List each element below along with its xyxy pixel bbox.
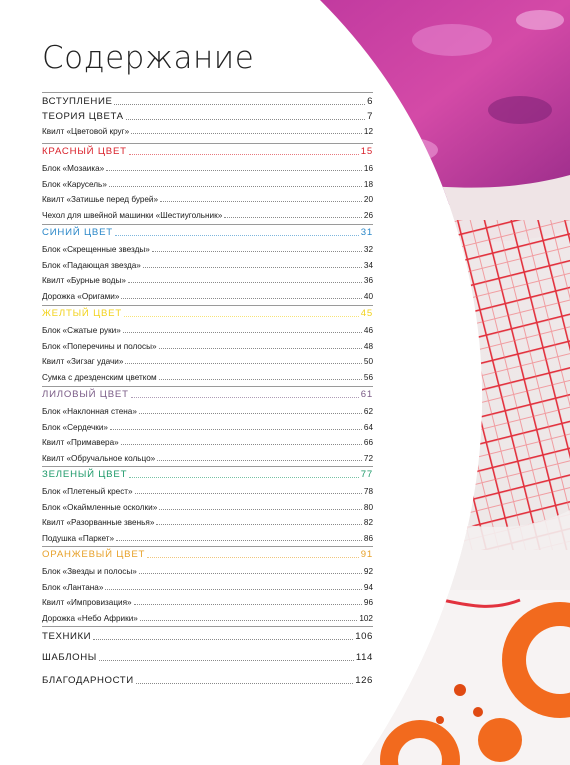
divider (42, 386, 373, 387)
section-heading[interactable] (42, 146, 373, 157)
toc-entry-label: Сумка с дрезденским цветком (42, 372, 157, 382)
section-heading-label: КРАСНЫЙ ЦВЕТ (42, 146, 127, 157)
toc-entry-page: 40 (363, 291, 373, 301)
toc-entry[interactable] (42, 292, 373, 301)
toc-entry-label: ВСТУПЛЕНИЕ (42, 96, 113, 107)
divider (42, 143, 373, 144)
toc-entry-page: 80 (363, 502, 373, 512)
dot-leader (129, 154, 359, 155)
toc-entry[interactable] (42, 438, 373, 447)
toc-entry-page: 86 (363, 533, 373, 543)
toc-entry-label: Квилт «Импровизация» (42, 598, 132, 608)
toc-entry-page: 92 (363, 567, 373, 576)
toc-entry[interactable] (42, 454, 373, 463)
toc-entry-page: 36 (363, 276, 373, 286)
toc-entry[interactable] (42, 503, 373, 512)
toc-entry-page: 16 (363, 164, 373, 173)
toc-entry-page: 56 (363, 372, 373, 382)
section-heading-label: ЛИЛОВЫЙ ЦВЕТ (42, 389, 129, 400)
toc-entry-label: Квилт «Примавера» (42, 438, 119, 448)
divider (42, 466, 373, 467)
dot-leader (224, 217, 362, 218)
toc-entry-page: 78 (363, 487, 373, 496)
toc-entry-label: БЛАГОДАРНОСТИ (42, 675, 134, 686)
dot-leader (131, 397, 359, 398)
toc-entry-label: Блок «Плетеный крест» (42, 487, 133, 496)
toc-entry[interactable] (42, 518, 373, 527)
toc-entry[interactable] (42, 357, 373, 366)
dot-leader (156, 524, 362, 525)
section-heading[interactable] (42, 469, 373, 480)
toc-entry-label: Квилт «Зигзаг удачи» (42, 357, 124, 367)
toc-entry[interactable] (42, 96, 373, 107)
divider (42, 546, 373, 547)
dot-leader (116, 540, 362, 541)
toc-entry-page: 62 (363, 407, 373, 416)
section-heading[interactable] (42, 549, 373, 560)
toc-entry-page: 102 (359, 613, 373, 623)
toc-entry-page: 34 (363, 260, 373, 270)
toc-entry[interactable] (42, 534, 373, 543)
divider (42, 305, 373, 306)
dot-leader (147, 557, 359, 558)
toc-entry-page: 64 (363, 422, 373, 432)
toc-entry-page: 114 (355, 652, 373, 663)
toc-entry-page: 94 (363, 582, 373, 592)
dot-leader (109, 186, 362, 187)
section-heading-label: ЗЕЛЕНЫЙ ЦВЕТ (42, 469, 128, 480)
toc-entry-label: Блок «Мозаика» (42, 164, 105, 173)
toc-entry[interactable] (42, 326, 373, 335)
toc-entry-page: 82 (363, 518, 373, 528)
toc-entry-label: Квилт «Обручальное кольцо» (42, 453, 156, 463)
dot-leader (159, 379, 362, 380)
toc-entry-page: 50 (363, 357, 373, 367)
dot-leader (139, 573, 362, 574)
toc-entry-label: Блок «Сжатые руки» (42, 326, 121, 335)
dot-leader (99, 660, 354, 661)
dot-leader (106, 170, 362, 171)
toc-entry[interactable] (42, 652, 373, 663)
dot-leader (110, 429, 362, 430)
toc-entry[interactable] (42, 276, 373, 285)
toc-entry-page: 12 (363, 127, 373, 136)
toc-entry-label: Блок «Звезды и полосы» (42, 567, 137, 576)
dot-leader (143, 267, 362, 268)
toc-entry-label: Квилт «Затишье перед бурей» (42, 195, 159, 205)
dot-leader (105, 589, 361, 590)
toc-entry[interactable] (42, 583, 373, 592)
toc-entry-label: ШАБЛОНЫ (42, 652, 97, 663)
dot-leader (159, 509, 362, 510)
dot-leader (121, 444, 362, 445)
section-heading-page: 91 (360, 549, 373, 560)
dot-leader (136, 683, 353, 684)
toc-entry-label: Подушка «Паркет» (42, 533, 115, 543)
toc-entry-page: 18 (363, 179, 373, 189)
toc-entry-label: Квилт «Цветовой круг» (42, 127, 130, 136)
dot-leader (115, 235, 359, 236)
toc-entry[interactable] (42, 614, 373, 623)
toc-entry[interactable] (42, 675, 373, 686)
toc-entry-label: Блок «Поперечины и полосы» (42, 341, 157, 351)
toc-entry-page: 46 (363, 326, 373, 335)
toc-entry-page: 48 (363, 341, 373, 351)
dot-leader (160, 201, 362, 202)
dot-leader (134, 604, 362, 605)
section-heading-page: 31 (360, 227, 373, 238)
dot-leader (152, 251, 362, 252)
page-title: Содержание (42, 40, 255, 76)
section-heading-page: 61 (360, 389, 373, 400)
toc-entry-label: ТЕОРИЯ ЦВЕТА (42, 111, 124, 122)
toc-entry-label: Чехол для швейной машинки «Шестиугольник» (42, 210, 223, 220)
toc-entry-label: Блок «Падающая звезда» (42, 260, 141, 270)
toc-entry-page: 66 (363, 438, 373, 448)
section-heading-page: 45 (360, 308, 373, 319)
dot-leader (124, 316, 359, 317)
toc-entry-label: ТЕХНИКИ (42, 631, 92, 642)
section-heading-label: ЖЕЛТЫЙ ЦВЕТ (42, 308, 123, 319)
toc-entry-label: Блок «Карусель» (42, 179, 107, 189)
section-heading[interactable] (42, 308, 373, 319)
toc-entry-page: 32 (363, 245, 373, 254)
toc-entry[interactable] (42, 127, 373, 136)
toc-entry-page: 7 (367, 111, 373, 122)
toc-entry[interactable] (42, 598, 373, 607)
toc-entry-label: Дорожка «Оригами» (42, 291, 120, 301)
divider (42, 224, 373, 225)
toc-entry[interactable] (42, 195, 373, 204)
toc-entry-label: Квилт «Разорванные звенья» (42, 518, 155, 528)
dot-leader (114, 104, 365, 105)
toc-entry[interactable] (42, 261, 373, 270)
divider (42, 626, 373, 627)
dot-leader (128, 282, 362, 283)
toc-entry[interactable] (42, 407, 373, 416)
toc-entry[interactable] (42, 111, 373, 122)
toc-entry[interactable] (42, 567, 373, 576)
toc-entry[interactable] (42, 342, 373, 351)
dot-leader (157, 460, 362, 461)
toc-entry-page: 20 (363, 195, 373, 205)
toc-entry-label: Блок «Сердечки» (42, 422, 108, 432)
dot-leader (125, 363, 361, 364)
dot-leader (129, 477, 358, 478)
dot-leader (131, 133, 362, 134)
section-heading-page: 15 (360, 146, 373, 157)
section-heading[interactable] (42, 389, 373, 400)
section-heading-label: СИНИЙ ЦВЕТ (42, 227, 113, 238)
toc-entry[interactable] (42, 423, 373, 432)
section-heading-page: 77 (360, 469, 373, 480)
dot-leader (135, 493, 362, 494)
toc-entry[interactable] (42, 164, 373, 173)
toc-entry[interactable] (42, 180, 373, 189)
toc-entry[interactable] (42, 211, 373, 220)
toc-entry[interactable] (42, 373, 373, 382)
divider (42, 92, 373, 93)
dot-leader (93, 639, 353, 640)
dot-leader (126, 119, 365, 120)
toc-entry-label: Блок «Лантана» (42, 582, 104, 592)
toc-entry-label: Блок «Окаймленные осколки» (42, 502, 158, 512)
toc-entry-page: 126 (355, 675, 373, 686)
dot-leader (159, 348, 362, 349)
section-heading-label: ОРАНЖЕВЫЙ ЦВЕТ (42, 549, 146, 560)
section-heading[interactable] (42, 227, 373, 238)
toc-entry-label: Блок «Наклонная стена» (42, 407, 137, 416)
dot-leader (139, 413, 362, 414)
dot-leader (121, 298, 361, 299)
toc-entry-label: Дорожка «Небо Африки» (42, 613, 138, 623)
toc-entry-label: Квилт «Бурные воды» (42, 276, 126, 286)
toc-entry[interactable] (42, 487, 373, 496)
toc-entry[interactable] (42, 631, 373, 642)
toc-entry-label: Блок «Скрещенные звезды» (42, 245, 150, 254)
toc-entry[interactable] (42, 245, 373, 254)
toc-entry-page: 72 (363, 453, 373, 463)
toc-entry-page: 96 (363, 598, 373, 608)
dot-leader (140, 620, 357, 621)
toc-entry-page: 106 (355, 631, 373, 642)
toc-entry-page: 6 (367, 96, 373, 107)
dot-leader (123, 332, 362, 333)
toc-entry-page: 26 (363, 210, 373, 220)
